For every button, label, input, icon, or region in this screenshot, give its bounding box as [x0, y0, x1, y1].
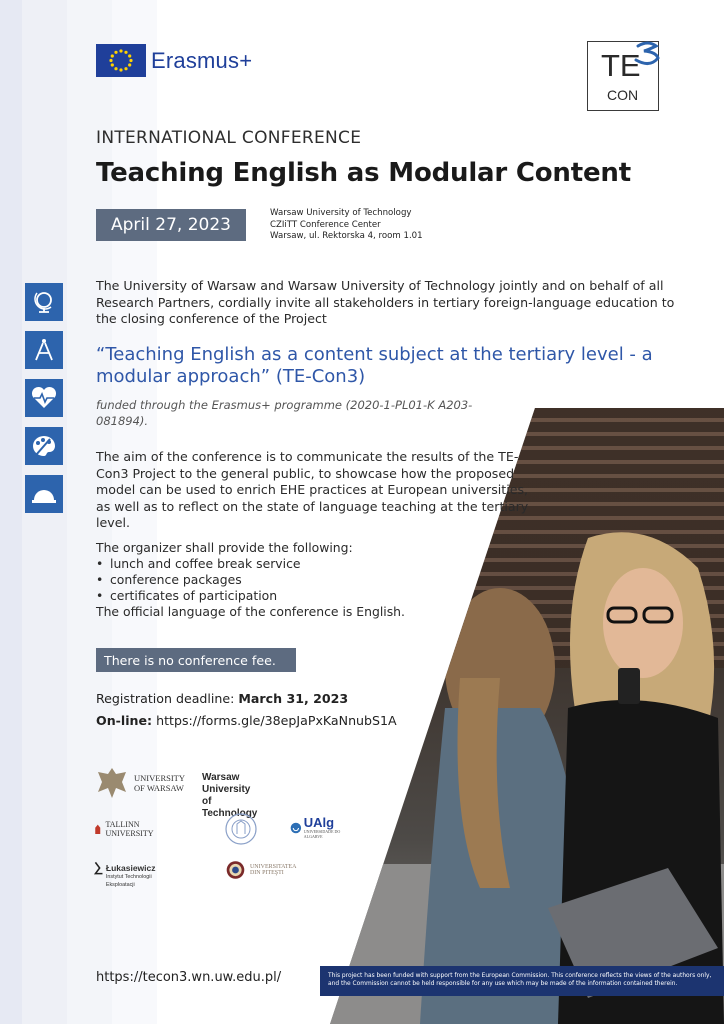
side-icon-column [25, 283, 63, 523]
ualg-name: UAlg [303, 815, 335, 830]
logo-te-text: TE [601, 48, 641, 83]
online-label: On-line: [96, 713, 153, 728]
ualg-logo [290, 816, 340, 839]
wut-name-line: of Technology [202, 796, 258, 819]
lukasiewicz-logo [94, 858, 160, 889]
wut-name-line: Warsaw University [202, 772, 251, 795]
ualg-subname: UNIVERSIDADE DO ALGARVE [303, 829, 341, 839]
tecon-logo [587, 41, 659, 111]
heart-pulse-icon [25, 379, 63, 417]
lukasiewicz-mark-icon [94, 858, 104, 878]
globe-icon [25, 283, 63, 321]
eagle-emblem-icon [94, 764, 130, 802]
website-link[interactable]: https://tecon3.wn.uw.edu.pl/ [96, 970, 282, 985]
list-item: • lunch and coffee break service [96, 556, 516, 572]
eu-flag-icon [96, 44, 146, 77]
pitesti-logo [226, 856, 305, 884]
conference-subtitle: INTERNATIONAL CONFERENCE [96, 128, 362, 148]
funding-note: funded through the Erasmus+ programme (2020-1-PL01-K A203-081894). [96, 398, 473, 428]
uw-name-line: OF WARSAW [134, 783, 184, 793]
uw-logo [94, 764, 185, 802]
lukasiewicz-subname: Instytut Technologii Eksploatacji [105, 874, 152, 888]
logo-three-icon [634, 40, 662, 68]
official-language-note: The official language of the conference is English. [96, 604, 405, 619]
invitation-text: The University of Warsaw and Warsaw University of Technology jointly and on behalf of all Research Partners, cordially invite all stakeholders in tertiary foreign-language education to the closing conference of the Project [96, 278, 675, 326]
registration-block [96, 688, 397, 732]
university-seal-icon [224, 812, 258, 846]
eu-disclaimer: This project has been funded with support from the European Commission. This conference reflects the views of the authors only, and the Commission cannot be held responsible for any use which may be made of the information contained therein. [320, 966, 724, 996]
compass-icon [25, 331, 63, 369]
ualg-circle-icon [290, 819, 302, 837]
hard-hat-icon [25, 475, 63, 513]
palette-icon [25, 427, 63, 465]
list-item: • certificates of participation [96, 588, 516, 604]
venue-address [270, 208, 423, 243]
provisions-block [96, 540, 516, 620]
lukasiewicz-name: Łukasiewicz [105, 863, 156, 873]
aim-paragraph: The aim of the conference is to communicate the results of the TE-Con3 Project to the general public, to showcase how the proposed model can be used to enrich EHE practices at European universities, as well as to reflect on the state of language teaching at the tertiary level. [96, 449, 529, 530]
provisions-list [96, 556, 516, 604]
list-item: • conference packages [96, 572, 516, 588]
person-right [548, 528, 724, 1024]
erasmus-brand-text: Erasmus+ [151, 47, 253, 73]
date-badge: April 27, 2023 [96, 209, 246, 241]
pitesti-seal-icon [226, 856, 245, 884]
venue-line: Warsaw, ul. Rektorska 4, room 1.01 [270, 231, 423, 241]
provisions-heading: The organizer shall provide the following: [96, 540, 353, 555]
registration-link[interactable]: https://forms.gle/38epJaPxKaNnubS1A [156, 713, 397, 728]
venue-line: CZIiTT Conference Center [270, 219, 381, 230]
tallinn-logo [94, 820, 158, 838]
logo-con-text: CON [607, 87, 639, 103]
pitesti-name: UNIVERSITATEA DIN PITEŞTI [249, 864, 297, 876]
fee-badge: There is no conference fee. [96, 648, 296, 672]
erasmus-logo [96, 44, 252, 77]
conference-title: Teaching English as Modular Content [96, 158, 631, 188]
project-title: “Teaching English as a content subject at the tertiary level - a modular approach” (TE-Con3) [96, 344, 653, 387]
venue-line: Warsaw University of Technology [270, 208, 412, 218]
background-stripe [0, 0, 22, 1024]
deadline-value: March 31, 2023 [238, 691, 349, 706]
tallinn-tower-icon [94, 821, 102, 837]
tallinn-name: TALLINN UNIVERSITY [105, 820, 154, 838]
deadline-label: Registration deadline: [96, 691, 235, 706]
uw-name-line: UNIVERSITY [134, 773, 185, 783]
